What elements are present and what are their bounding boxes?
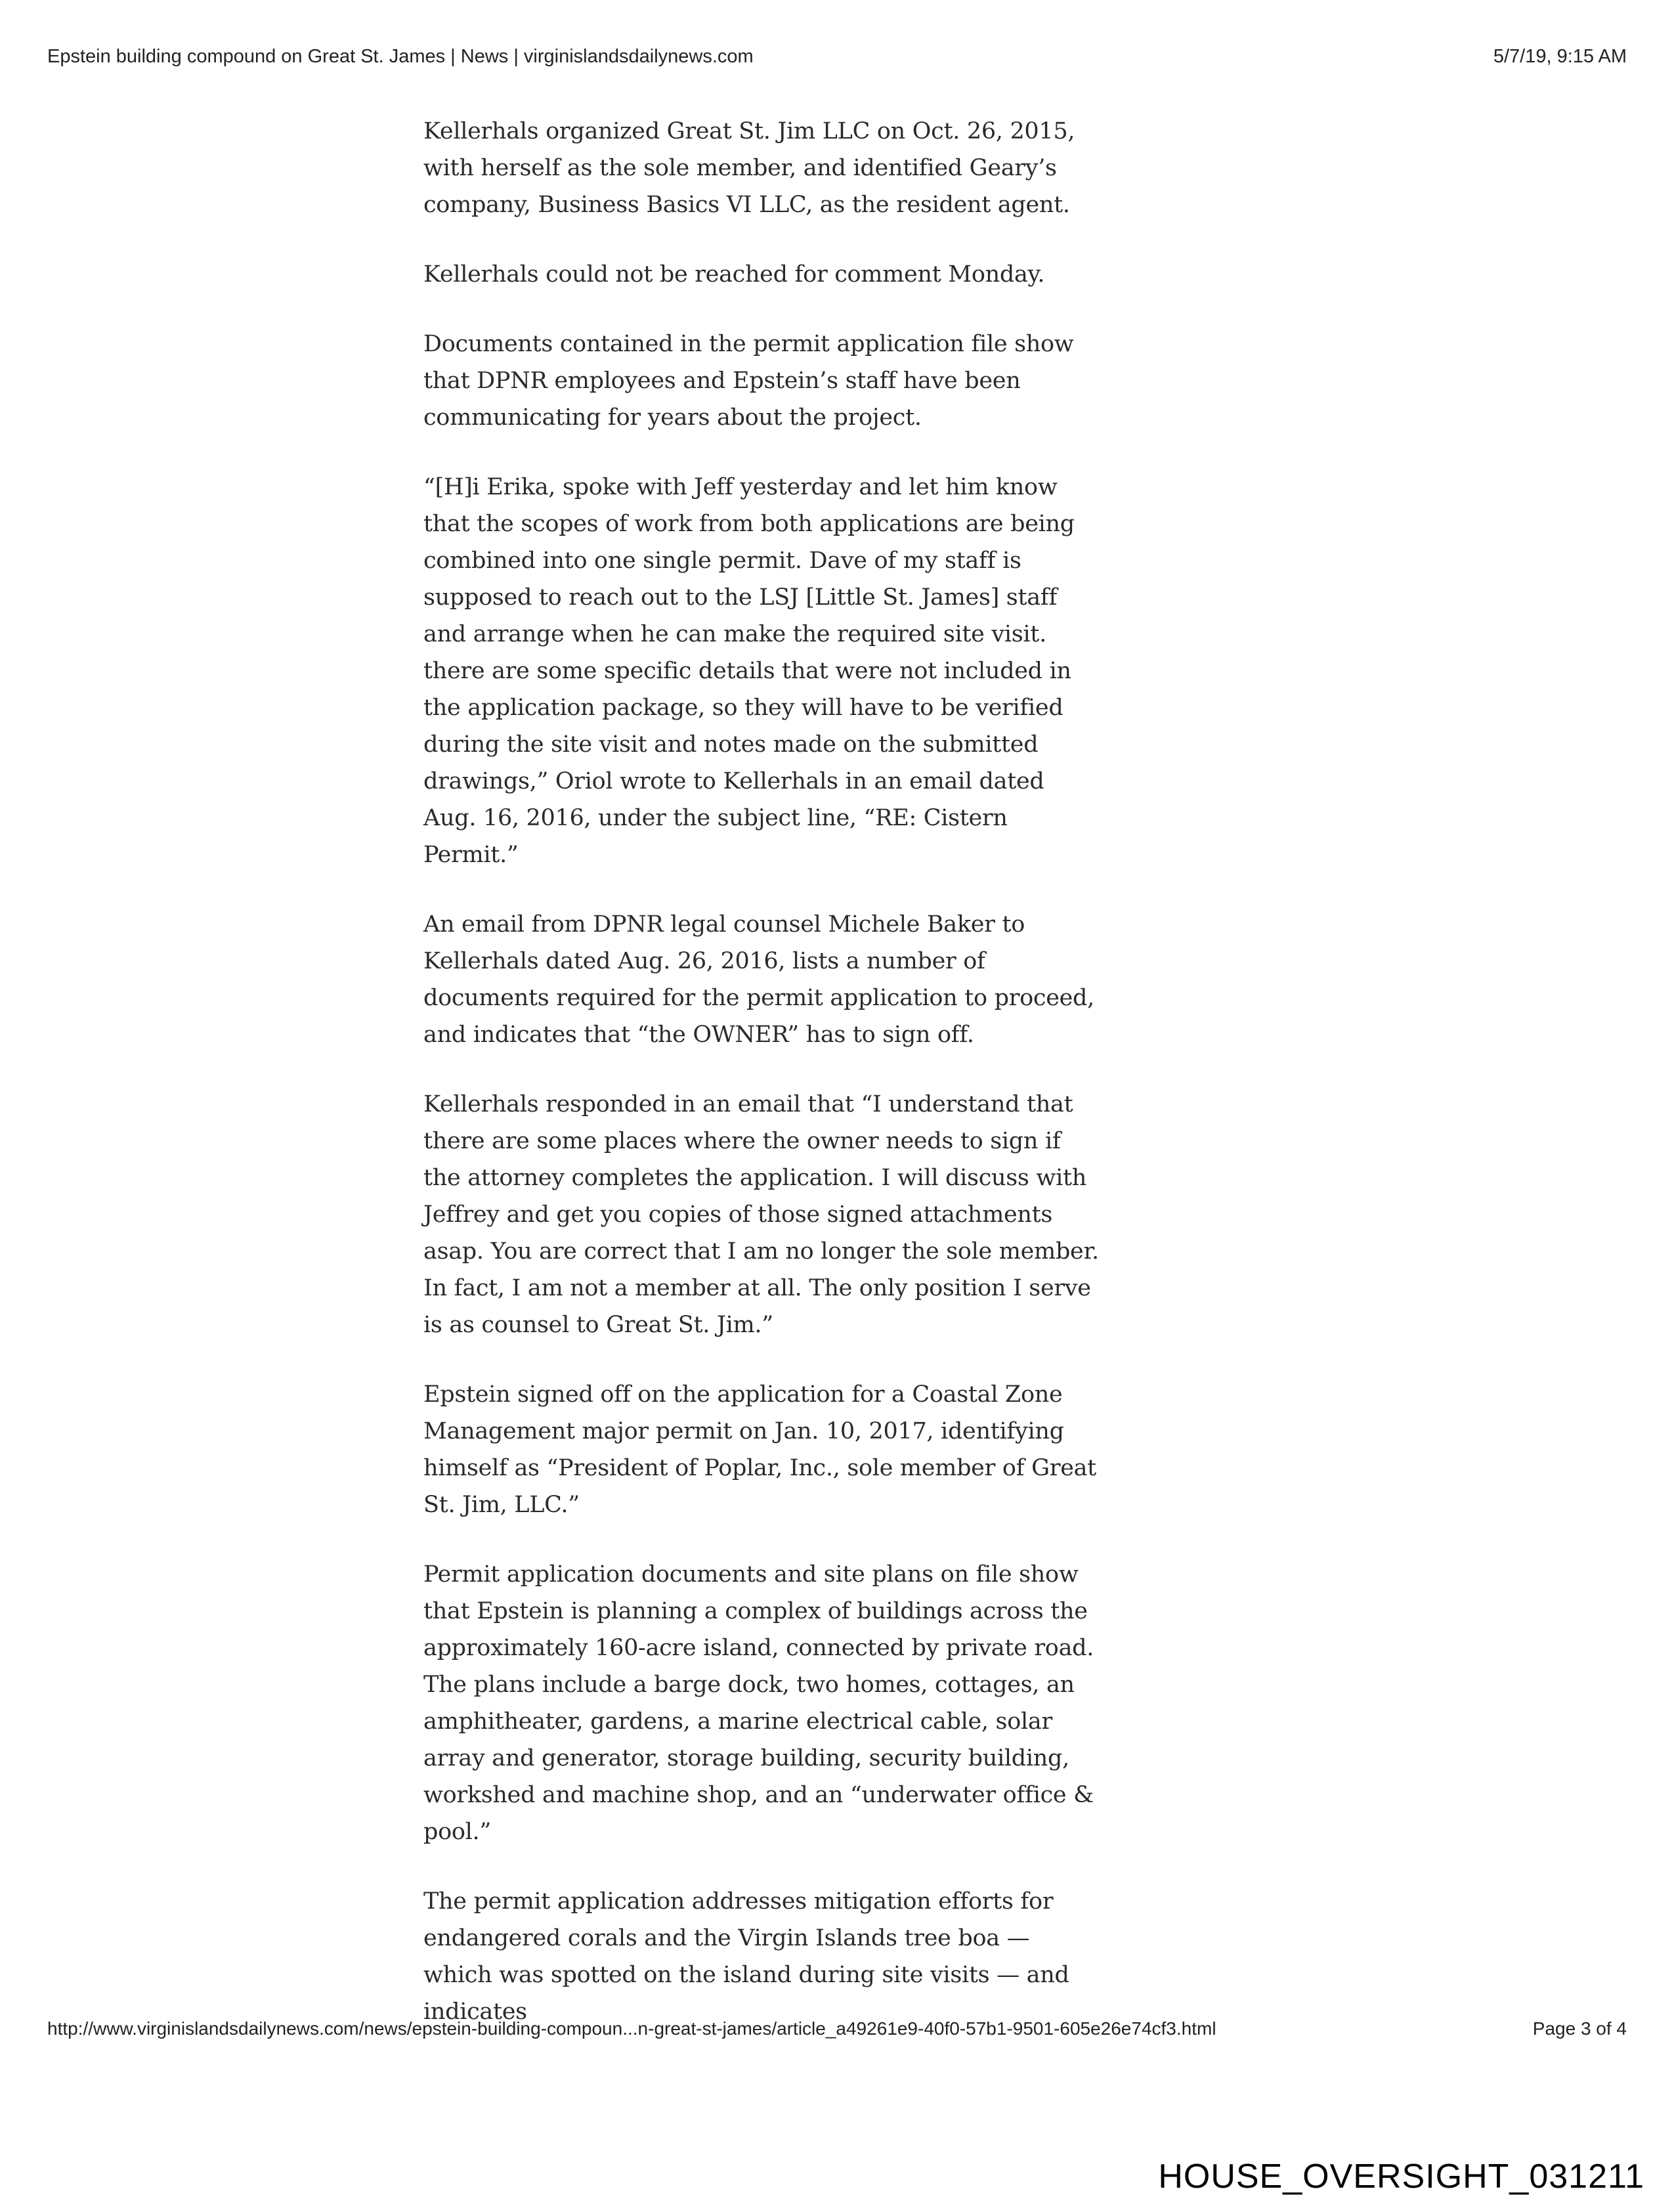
page-title: Epstein building compound on Great St. James | News | virginislandsdailynews.com <box>47 46 754 67</box>
page-url: http://www.virginislandsdailynews.com/news/epstein-building-compoun...n-great-st-james/article_a49261e9-40f0-57b1-9501-605e26e74cf3.html <box>47 2018 1216 2039</box>
article-paragraph: The permit application addresses mitigation efforts for endangered corals and the Virgin Islands tree boa — which was spotted on the island during site visits — and indicates <box>423 1888 1069 2025</box>
article-paragraph: Epstein signed off on the application for a Coastal Zone Management major permit on Jan. 10, 2017, identifying himself as “President of Poplar, Inc., sole member of Great St. Jim, LLC.” <box>423 1381 1096 1518</box>
article-paragraph: “[H]i Erika, spoke with Jeff yesterday and let him know that the scopes of work from both applications are being combined into one single permit. Dave of my staff is supposed to reach out to the LSJ [Little St. James] staff and arrange when he can make the required site visit. there are some specific details that were not included in the application package, so they will have to be verified during the site visit and notes made on the submitted drawings,” Oriol wrote to Kellerhals in an email dated Aug. 16, 2016, under the subject line, “RE: Cistern Permit.” <box>423 474 1075 868</box>
article-body <box>423 113 1100 2063</box>
print-datetime: 5/7/19, 9:15 AM <box>1493 46 1627 67</box>
article-paragraph: An email from DPNR legal counsel Michele Baker to Kellerhals dated Aug. 26, 2016, lists a number of documents required for the permit application to proceed, and indicates that “the OWNER” has to sign off. <box>423 911 1094 1048</box>
bates-stamp: HOUSE_OVERSIGHT_031211 <box>1158 2158 1644 2196</box>
page-number: Page 3 of 4 <box>1532 2018 1627 2039</box>
article-paragraph: Kellerhals organized Great St. Jim LLC on Oct. 26, 2015, with herself as the sole member, and identified Geary’s company, Business Basics VI LLC, as the resident agent. <box>423 118 1075 218</box>
article-paragraph: Permit application documents and site plans on file show that Epstein is planning a complex of buildings across the approximately 160-acre island, connected by private road. The plans include a barge dock, two homes, cottages, an amphitheater, gardens, a marine electrical cable, solar array and generator, storage building, security building, workshed and machine shop, and an “underwater office & pool.” <box>423 1561 1094 1845</box>
article-paragraph: Documents contained in the permit application file show that DPNR employees and Epstein’s staff have been communicating for years about the project. <box>423 331 1074 431</box>
article-paragraph: Kellerhals could not be reached for comment Monday. <box>423 261 1045 288</box>
print-header <box>47 46 1627 72</box>
print-footer <box>47 2018 1627 2045</box>
article-paragraph: Kellerhals responded in an email that “I understand that there are some places where the owner needs to sign if the attorney completes the application. I will discuss with Jeffrey and get you copies of those signed attachments asap. You are correct that I am no longer the sole member. In fact, I am not a member at all. The only position I serve is as counsel to Great St. Jim.” <box>423 1091 1099 1338</box>
